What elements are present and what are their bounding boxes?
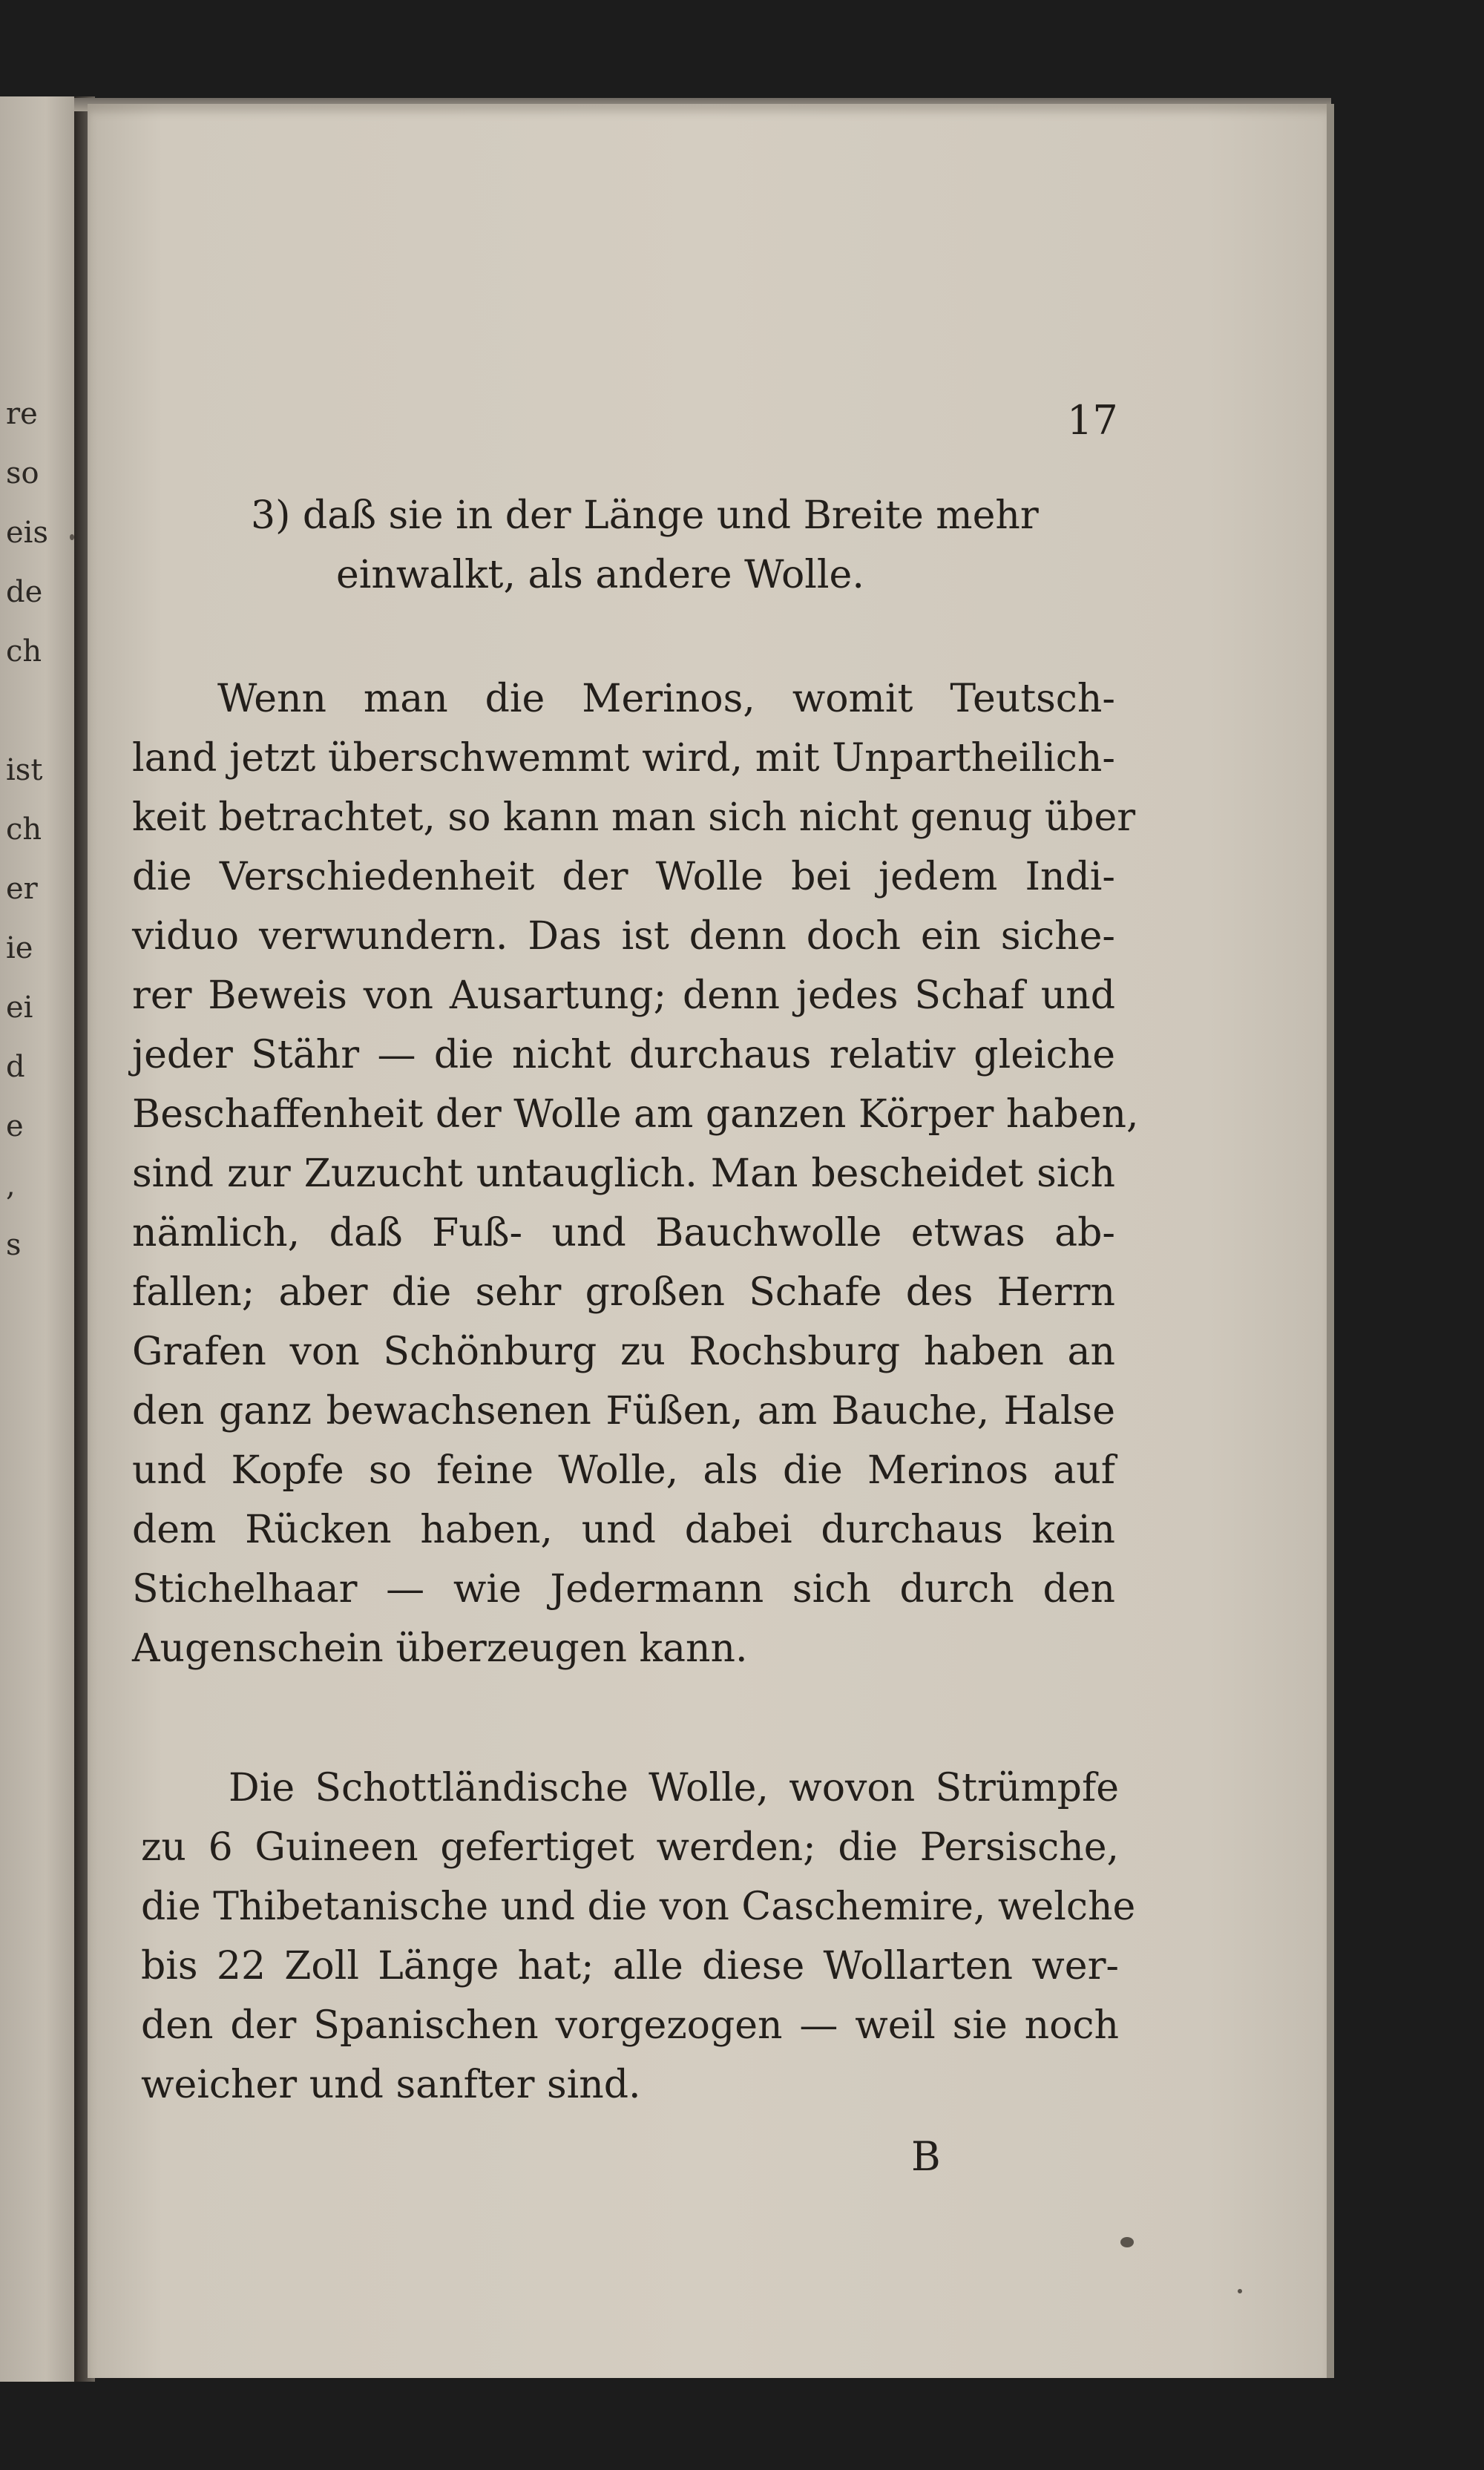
page-speck <box>1238 2289 1242 2293</box>
left-page-fragment: ch <box>6 634 42 669</box>
paragraph-1-line: den ganz bewachsenen Füßen, am Bauche, Halse <box>132 1389 1115 1433</box>
left-page-fragment: er <box>6 872 38 906</box>
paragraph-1-line: Grafen von Schönburg zu Rochsburg haben an <box>132 1330 1115 1374</box>
left-page-fragment: ch <box>6 812 42 847</box>
left-page-fragment: ei <box>6 991 33 1025</box>
left-page-fragment: so <box>6 456 39 490</box>
left-page-fragment: , <box>6 1169 16 1203</box>
item-line: einwalkt, als andere Wolle. <box>336 553 864 597</box>
paragraph-1-line: jeder Stähr — die nicht durchaus relativ gleiche <box>132 1033 1115 1077</box>
paragraph-1-line: rer Beweis von Ausartung; denn jedes Schaf und <box>132 973 1115 1018</box>
page-number: 17 <box>1067 397 1118 444</box>
paragraph-1-line: fallen; aber die sehr großen Schafe des Herrn <box>132 1270 1115 1315</box>
left-page-fragment: ie <box>6 931 33 965</box>
paragraph-1-line: Beschaffenheit der Wolle am ganzen Körper haben, <box>132 1092 1139 1137</box>
paragraph-1-line: nämlich, daß Fuß- und Bauchwolle etwas ab- <box>132 1211 1115 1255</box>
paragraph-2-line: zu 6 Guineen gefertiget werden; die Persische, <box>141 1825 1119 1870</box>
page <box>88 104 1331 2378</box>
left-page-strip <box>0 96 83 2382</box>
left-page-fragment: eis <box>6 516 48 550</box>
paragraph-2-line: Die Schottländische Wolle, wovon Strümpfe <box>229 1766 1119 1810</box>
paragraph-1-line: Augenschein überzeugen kann. <box>132 1626 748 1671</box>
left-page-fragment: re <box>6 397 38 431</box>
paragraph-1-line: land jetzt überschwemmt wird, mit Unpartheilich- <box>132 736 1115 781</box>
paragraph-1-line: Stichelhaar — wie Jedermann sich durch den <box>132 1567 1115 1612</box>
page-right-edge <box>1327 104 1334 2378</box>
paragraph-1-line: sind zur Zuzucht untauglich. Man bescheidet sich <box>132 1152 1115 1196</box>
left-page-fragment: de <box>6 575 43 609</box>
paragraph-2-line: die Thibetanische und die von Caschemire, welche <box>141 1885 1136 1929</box>
left-page-fragment: e <box>6 1109 24 1143</box>
paragraph-1-line: keit betrachtet, so kann man sich nicht genug über <box>132 795 1136 840</box>
page-speck <box>1120 2237 1134 2247</box>
item-line: 3) daß sie in der Länge und Breite mehr <box>251 493 1039 538</box>
paragraph-2-line: bis 22 Zoll Länge hat; alle diese Wollarten wer- <box>141 1944 1119 1988</box>
left-page-fragment: ist <box>6 753 43 787</box>
page-speck <box>70 534 74 540</box>
signature-mark: B <box>911 2133 941 2180</box>
paragraph-1-line: und Kopfe so feine Wolle, als die Merinos auf <box>132 1448 1115 1493</box>
paragraph-1-line: die Verschiedenheit der Wolle bei jedem Indi- <box>132 855 1115 899</box>
paragraph-1-line: viduo verwundern. Das ist denn doch ein siche- <box>132 914 1115 959</box>
paragraph-2-line: den der Spanischen vorgezogen — weil sie noch <box>141 2003 1119 2048</box>
paragraph-2-line: weicher und sanfter sind. <box>141 2063 641 2107</box>
paragraph-1-line: Wenn man die Merinos, womit Teutsch- <box>217 677 1115 721</box>
paragraph-1-line: dem Rücken haben, und dabei durchaus kein <box>132 1508 1115 1552</box>
left-page-fragment: d <box>6 1050 25 1084</box>
left-page-fragment: s <box>6 1228 22 1262</box>
